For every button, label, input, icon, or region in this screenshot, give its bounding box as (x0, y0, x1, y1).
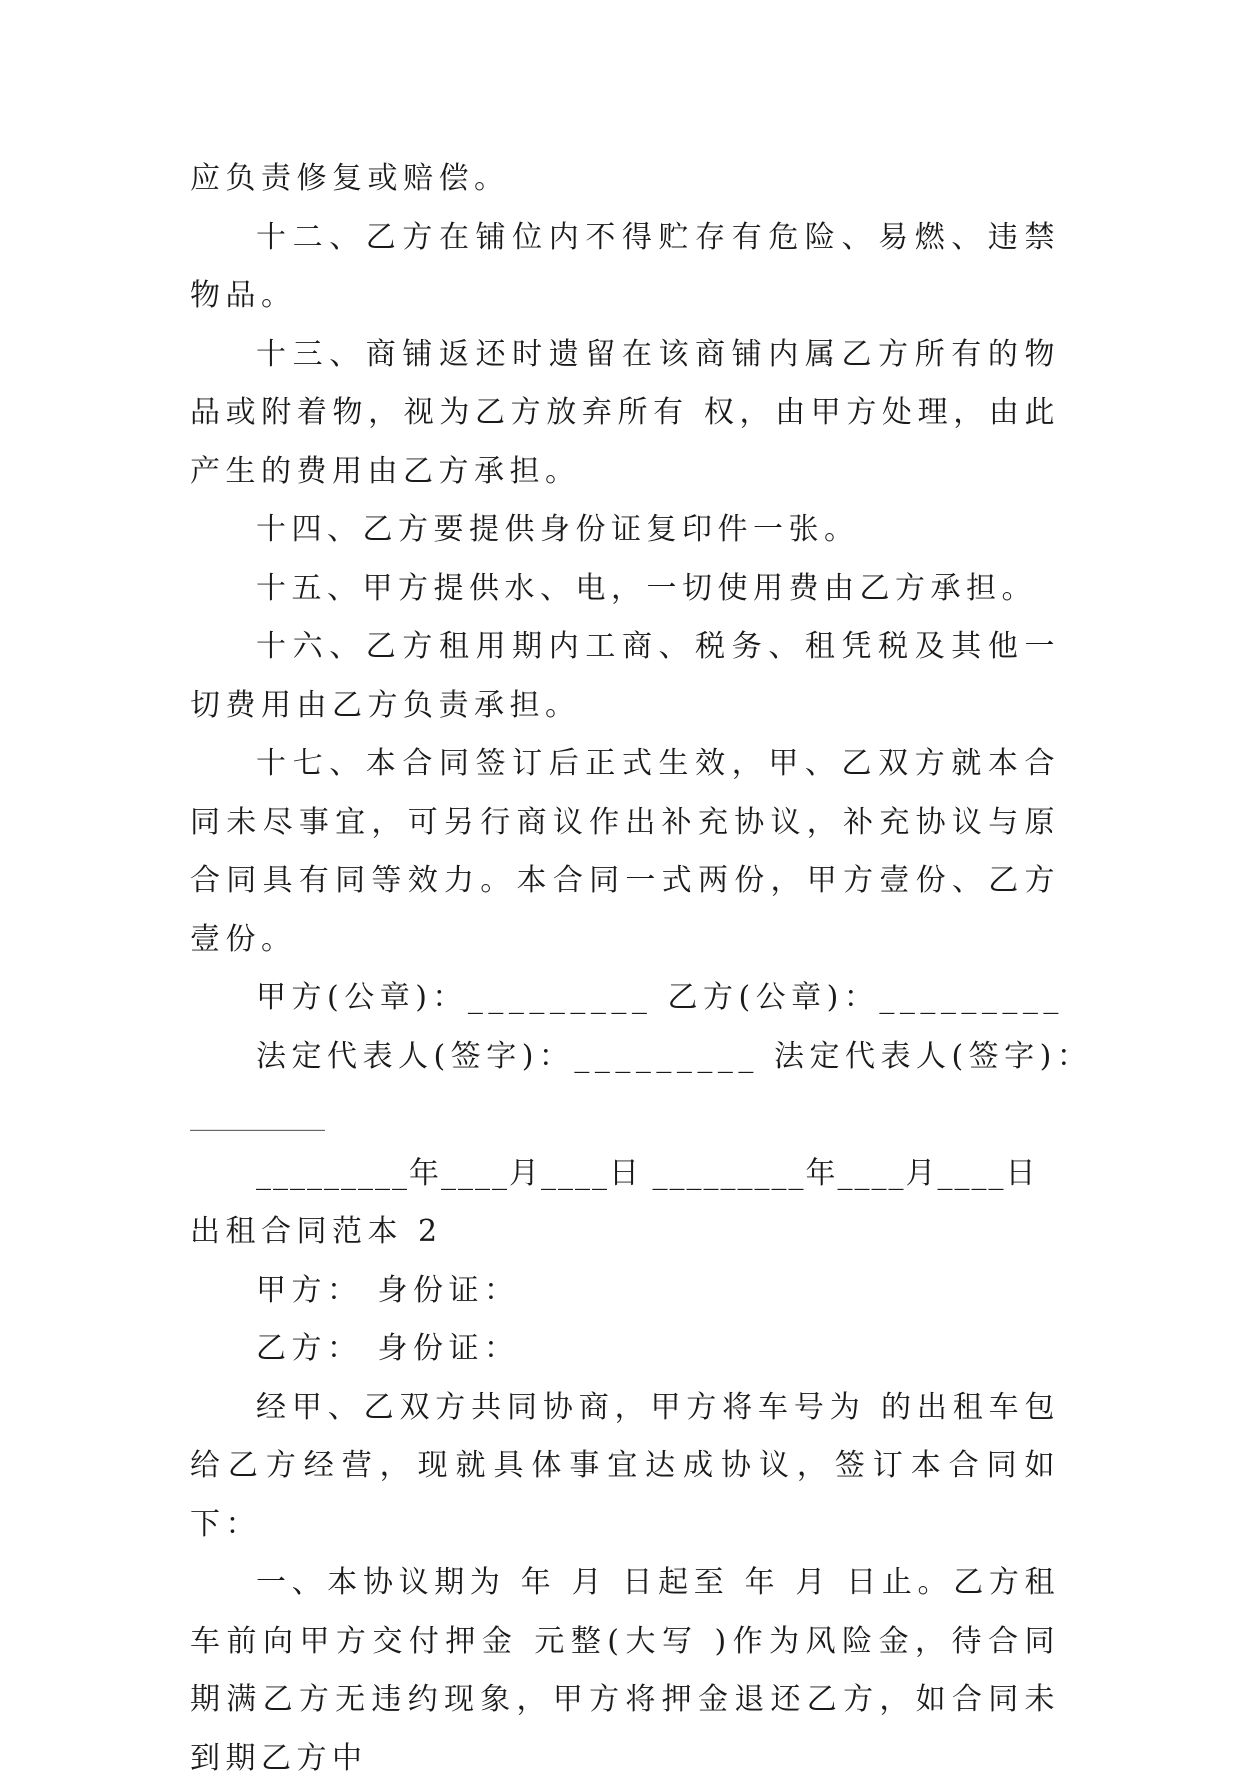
party-a-line: 甲方： 身份证： (256, 1272, 520, 1308)
paragraph-clause-1: 一、本协议期为 年 月 日起至 年 月 日止。乙方租车前向甲方交付押金 元整(大写 )作为风险金，待合同期满乙方无违约现象，甲方将押金退还乙方，如合同未到期乙方中 (190, 1565, 1060, 1776)
paragraph-clause-17: 十七、本合同签订后正式生效，甲、乙双方就本合同未尽事宜，可另行商议作出补充协议，补充协议与原合同具有同等效力。本合同一式两份，甲方壹份、乙方 壹份。 (190, 746, 1060, 957)
signature-blank-overflow: _________ (190, 1097, 325, 1132)
party-b-line: 乙方： 身份证： (256, 1331, 520, 1366)
signature-date-line: _________年____月____日 _________年____月____日 (256, 1155, 1038, 1191)
paragraph-clause-14: 十四、乙方要提供身份证复印件一张。 (256, 512, 860, 547)
paragraph-clause-13: 十三、商铺返还时遗留在该商铺内属乙方所有的物品或附着物，视为乙方放弃所有 权，由甲方处理，由此产生的费用由乙方承担。 (190, 336, 1060, 489)
paragraph-clause-15: 十五、甲方提供水、电，一切使用费由乙方承担。 (256, 570, 1037, 606)
document-body (190, 150, 1093, 1788)
paragraph-clause-16: 十六、乙方租用期内工商、税务、租凭税及其他一切费用由乙方负责承担。 (190, 629, 1060, 723)
paragraph-preamble: 经甲、乙双方共同协商，甲方将车号为 的出租车包给乙方经营，现就具体事宜达成协议，签订本合同如下： (190, 1389, 1060, 1542)
paragraph-clause-11-end: 应负责修复或赔偿。 (190, 161, 510, 196)
paragraph-clause-12: 十二、乙方在铺位内不得贮存有危险、易燃、违禁物品。 (190, 219, 1060, 313)
signature-line-seals: 甲方(公章)：_________ 乙方(公章)：_________ (256, 980, 1064, 1015)
section-title-contract-2: 出租合同范本 2 (190, 1214, 443, 1249)
signature-line-representatives: 法定代表人(签字)：_________ 法定代表人(签字)： (256, 1038, 1093, 1074)
